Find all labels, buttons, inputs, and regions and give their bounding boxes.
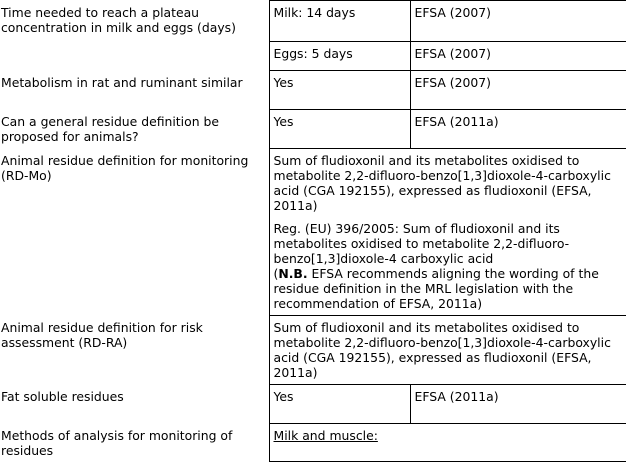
table-row [0, 1, 626, 42]
row-label: Time needed to reach a plateau concentration in milk and eggs (days) [1, 4, 236, 35]
row-label: Can a general residue definition be proposed for animals? [1, 113, 219, 144]
regulation-note-text [274, 221, 623, 311]
table-row [0, 385, 626, 424]
value-cell: Yes [269, 385, 410, 424]
residue-definition-cell [269, 149, 626, 316]
table-row [0, 71, 626, 110]
row-label [0, 42, 269, 71]
reference-cell: EFSA (2007) [410, 42, 626, 71]
value-cell: Eggs: 5 days [269, 42, 410, 71]
rd-mo-definition-text: Sum of fludioxonil and its metabolites oxidised to metabolite 2,2-difluoro-benzo[1,3]dioxole-4-carboxylic acid (CGA 192155), expressed as fludioxonil (EFSA, 2011a) [273, 153, 611, 213]
methods-cell [269, 424, 626, 462]
row-label: Metabolism in rat and ruminant similar [1, 74, 243, 90]
value-cell: Yes [269, 71, 410, 110]
reference-cell: EFSA (2007) [410, 71, 626, 110]
table-row [0, 424, 626, 462]
row-label: Methods of analysis for monitoring of residues [1, 427, 233, 458]
row-label: Fat soluble residues [1, 388, 124, 404]
reference-cell: EFSA (2007) [410, 1, 626, 42]
table-row [0, 316, 626, 385]
reference-cell: EFSA (2011a) [410, 110, 626, 149]
reference-cell: EFSA (2011a) [410, 385, 626, 424]
value-cell: Milk: 14 days [269, 1, 410, 42]
table-row [0, 110, 626, 149]
table-row [0, 42, 626, 71]
nb-text: EFSA recommends aligning the wording of the residue definition in the MRL legislation with the recommendation of EFSA, 2011a) [273, 266, 599, 311]
row-label: Animal residue definition for monitoring (RD-Mo) [1, 152, 249, 183]
nb-open: ( [273, 266, 279, 281]
value-cell: Yes [269, 110, 410, 149]
table-row [0, 149, 626, 316]
milk-muscle-heading: Milk and muscle: [273, 428, 378, 443]
rd-ra-definition-cell: Sum of fludioxonil and its metabolites oxidised to metabolite 2,2-difluoro-benzo[1,3]dioxole-4-carboxylic acid (CGA 192155), expressed as fludioxonil (EFSA, 2011a) [269, 316, 626, 385]
regulation-text: Reg. (EU) 396/2005: Sum of fludioxonil and its metabolites oxidised to metabolite 2,2-difluoro-benzo[1,3]dioxole-4 carboxylic acid [273, 221, 570, 266]
nb-label: N.B. [278, 266, 308, 281]
row-label: Animal residue definition for risk assessment (RD-RA) [1, 319, 203, 350]
